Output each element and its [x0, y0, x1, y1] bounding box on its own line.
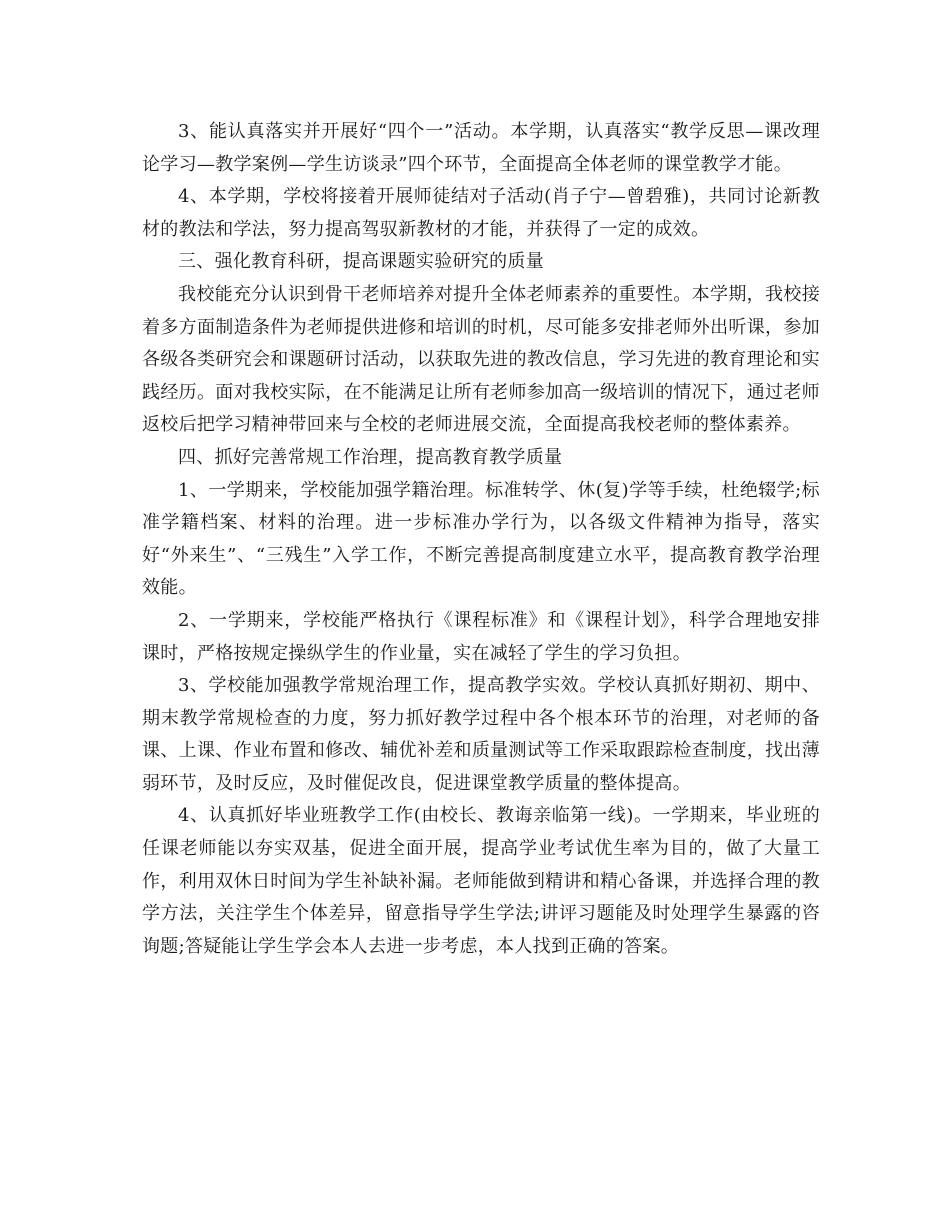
- paragraph-item-4-graduating-class: 4、认真抓好毕业班教学工作(由校长、教诲亲临第一线)。一学期来，毕业班的任课老师能以夯实双基，促进全面开展，提高学业考试优生率为目的，做了大量工作，利用双休日时间为学生补缺补漏。老师能做到精讲和精心备课，并选择合理的教学方法，关注学生个体差异，留意指导学生学法;讲评习题能及时处理学生暴露的咨询题;答疑能让学生学会本人去进一步考虑，本人找到正确的答案。: [142, 805, 820, 957]
- paragraph-item-3: 3、能认真落实并开展好“四个一”活动。本学期，认真落实“教学反思—课改理论学习—教学案例—学生访谈录”四个环节，全面提高全体老师的课堂教学才能。: [142, 121, 820, 175]
- paragraph-teacher-training: 我校能充分认识到骨干老师培养对提升全体老师素养的重要性。本学期，我校接着多方面制造条件为老师提供进修和培训的时机，尽可能多安排老师外出听课，参加各级各类研究会和课题研讨活动，以获取先进的教改信息，学习先进的教育理论和实践经历。面对我校实际，在不能满足让所有老师参加高一级培训的情况下，通过老师返校后把学习精神带回来与全校的老师进展交流，全面提高我校老师的整体素养。: [142, 283, 820, 436]
- paragraph-item-4-mentorship: 4、本学期，学校将接着开展师徒结对子活动(肖子宁—曾碧雅)，共同讨论新教材的教法和学法，努力提高驾驭新教材的才能，并获得了一定的成效。: [142, 186, 820, 240]
- section-heading-research: 三、强化教育科研，提高课题实验研究的质量: [178, 251, 544, 273]
- paragraph-item-3-teaching-routine: 3、学校能加强教学常规治理工作，提高教学实效。学校认真抓好期初、期中、期末教学常规检查的力度，努力抓好教学过程中各个根本环节的治理，对老师的备课、上课、作业布置和修改、辅优补差和质量测试等工作采取跟踪检查制度，找出薄弱环节，及时反应，及时催促改良，促进课堂教学质量的整体提高。: [142, 675, 820, 794]
- document-body: [142, 116, 820, 963]
- section-heading-routine-management: 四、抓好完善常规工作治理，提高教育教学质量: [178, 446, 563, 468]
- paragraph-item-2-curriculum: 2、一学期来，学校能严格执行《课程标准》和《课程计划》，科学合理地安排课时，严格按规定操纵学生的作业量，实在减轻了学生的学习负担。: [142, 609, 820, 664]
- paragraph-item-1-enrollment: 1、一学期来，学校能加强学籍治理。标准转学、休(复)学等手续，杜绝辍学;标准学籍档案、材料的治理。进一步标准办学行为，以各级文件精神为指导，落实好“外来生”、“三残生”入学工作，不断完善提高制度建立水平，提高教育教学治理效能。: [142, 479, 820, 599]
